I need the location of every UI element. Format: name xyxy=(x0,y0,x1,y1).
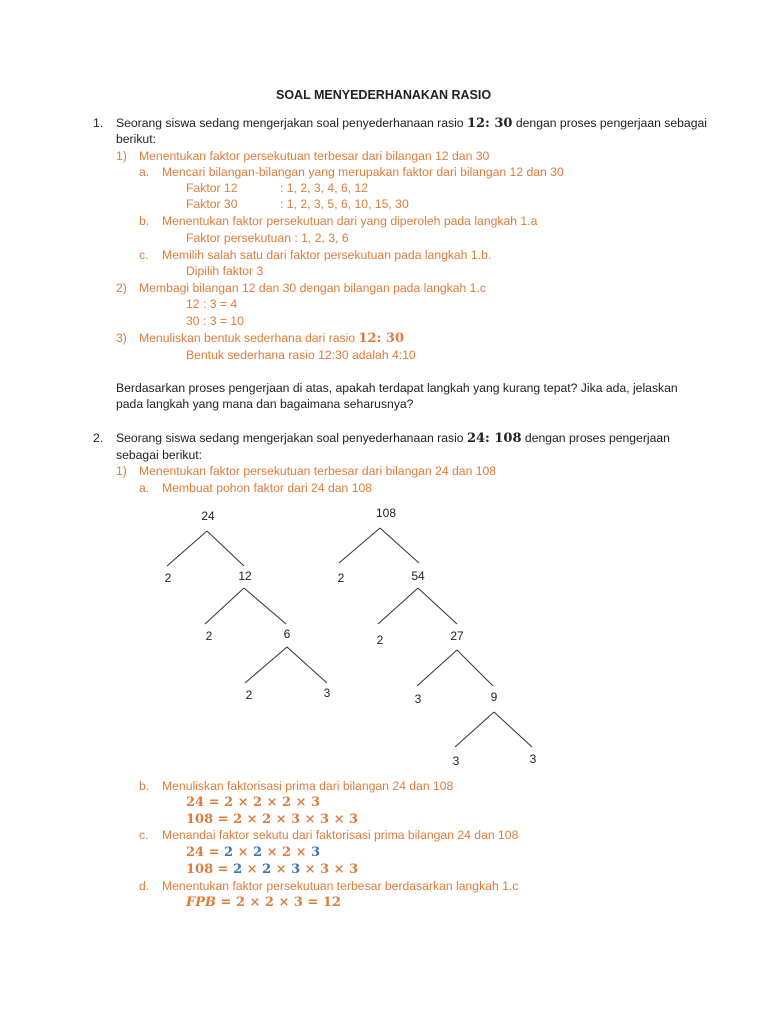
q1-intro-text-b: dengan proses pengerjaan sebagai xyxy=(515,116,707,130)
tree24-branch xyxy=(287,647,327,683)
tree108-branch xyxy=(378,588,418,624)
page-title: SOAL MENYEDERHANAKAN RASIO xyxy=(276,88,492,102)
tree24-node: 2 xyxy=(205,629,213,643)
q1-step2-text: Membagi bilangan 12 dan 30 dengan bilangan pada langkah 1.c xyxy=(139,281,486,295)
tree108-branch xyxy=(417,650,457,686)
q1-step1c-result: Dipilih faktor 3 xyxy=(186,264,264,278)
tree108-node: 2 xyxy=(337,571,345,585)
fpb-variable: FPB xyxy=(186,895,216,910)
q1-step2-result2: 30 : 3 = 10 xyxy=(186,314,244,328)
tree108-node: 27 xyxy=(450,629,464,643)
q1-factor30-value: : 1, 2, 3, 5, 6, 10, 15, 30 xyxy=(280,197,409,211)
tree24-node: 3 xyxy=(323,686,331,700)
tree108-branch xyxy=(418,588,457,624)
q1-step1-text: Menentukan faktor persekutuan terbesar dari bilangan 12 dan 30 xyxy=(139,149,490,163)
tree24-node: 2 xyxy=(164,571,172,585)
q1-step1a-text: Mencari bilangan-bilangan yang merupakan faktor dari bilangan 12 dan 30 xyxy=(162,165,564,179)
tree108-branch xyxy=(380,528,419,563)
eq-part: × xyxy=(271,862,292,877)
q2-step1c-eq2 xyxy=(186,862,358,877)
q1-factor12-value: : 1, 2, 3, 4, 6, 12 xyxy=(280,181,369,195)
eq-part: × xyxy=(242,862,263,877)
tree108-branch xyxy=(455,712,494,747)
q2-step1b-eq1: 24 = 2 × 2 × 2 × 3 xyxy=(186,795,321,810)
common-factor: 2 xyxy=(262,862,272,877)
q2-intro-text-b: dengan proses pengerjaan xyxy=(524,431,670,445)
q1-intro-text-a: Seorang siswa sedang mengerjakan soal penyederhanaan rasio xyxy=(116,116,464,130)
q1-question-line1: Berdasarkan proses pengerjaan di atas, apakah terdapat langkah yang kurang tepat? Jika ada, jelaskan xyxy=(116,381,678,395)
q1-step3-result: Bentuk sederhana rasio 12:30 adalah 4:10 xyxy=(186,348,416,362)
tree24-node: 6 xyxy=(283,627,291,641)
tree108-node: 3 xyxy=(452,754,460,768)
tree108-node: 54 xyxy=(411,569,425,583)
tree24-node: 2 xyxy=(245,688,253,702)
q2-step1a-letter: a. xyxy=(139,481,150,495)
common-factor: 3 xyxy=(311,845,321,860)
eq-part: 108 = xyxy=(186,862,234,877)
tree108-node: 3 xyxy=(529,752,537,766)
q2-step1d-text: Menentukan faktor persekutuan terbesar berdasarkan langkah 1.c xyxy=(162,879,519,893)
tree108-root: 108 xyxy=(375,506,397,520)
q2-step1b-eq2: 108 = 2 × 2 × 3 × 3 × 3 xyxy=(186,812,359,827)
common-factor: 3 xyxy=(291,862,301,877)
q1-factor12-label: Faktor 12 xyxy=(186,181,238,195)
q1-number: 1. xyxy=(93,116,104,130)
eq-part: = 2 × 2 × 3 = 12 xyxy=(216,895,342,910)
q2-intro-text-a: Seorang siswa sedang mengerjakan soal penyederhanaan rasio xyxy=(116,431,464,445)
eq-part: × xyxy=(233,845,254,860)
common-factor: 2 xyxy=(224,845,234,860)
eq-part: 24 = xyxy=(186,845,225,860)
q1-question-line2: pada langkah yang mana dan bagaimana seharusnya? xyxy=(116,397,414,411)
q2-step1c-eq1 xyxy=(186,845,320,860)
tree24-branch xyxy=(205,588,244,624)
q2-ratio: 24: 108 xyxy=(466,431,522,446)
q1-step1c-text: Memilih salah satu dari faktor persekutuan pada langkah 1.b. xyxy=(162,248,492,262)
tree108-node: 9 xyxy=(490,690,498,704)
q2-step1-number: 1) xyxy=(116,464,127,478)
tree24-node: 12 xyxy=(238,569,252,583)
q1-step2-result1: 12 : 3 = 4 xyxy=(186,297,238,311)
q1-step3-number: 3) xyxy=(116,331,127,345)
tree108-branch xyxy=(457,650,493,686)
tree108-branch xyxy=(494,712,532,747)
q1-step2-number: 2) xyxy=(116,281,127,295)
common-factor: 2 xyxy=(233,862,243,877)
q1-ratio: 12: 30 xyxy=(466,116,513,131)
q1-intro-cont: berikut: xyxy=(116,132,156,146)
q2-step1c-text: Menandai faktor sekutu dari faktorisasi prima bilangan 24 dan 108 xyxy=(162,828,519,842)
q2-step1b-text: Menuliskan faktorisasi prima dari bilangan 24 dan 108 xyxy=(162,779,454,793)
q1-step3-label: Menuliskan bentuk sederhana dari rasio xyxy=(139,331,356,345)
q1-step1b-result: Faktor persekutuan : 1, 2, 3, 6 xyxy=(186,231,349,245)
q2-step1d-eq xyxy=(186,895,341,910)
tree108-node: 2 xyxy=(376,633,384,647)
tree24-branch xyxy=(245,647,287,683)
q2-step1a-text: Membuat pohon faktor dari 24 dan 108 xyxy=(162,481,373,495)
q2-intro-cont: sebagai berikut: xyxy=(116,448,203,462)
q1-step1c-letter: c. xyxy=(139,248,149,262)
q1-step1b-letter: b. xyxy=(139,214,150,228)
tree24-root: 24 xyxy=(201,509,215,523)
q1-step1-number: 1) xyxy=(116,149,127,163)
q1-step1a-letter: a. xyxy=(139,165,150,179)
eq-part: × 2 × xyxy=(262,845,312,860)
eq-part: × 3 × 3 xyxy=(300,862,359,877)
tree108-node: 3 xyxy=(414,692,422,706)
q1-step3-ratio: 12: 30 xyxy=(358,331,405,346)
q2-step1d-letter: d. xyxy=(139,879,150,893)
q2-step1-text: Menentukan faktor persekutuan terbesar dari bilangan 24 dan 108 xyxy=(139,464,497,478)
tree24-branch xyxy=(244,588,286,624)
q1-factor30-label: Faktor 30 xyxy=(186,197,238,211)
q2-step1b-letter: b. xyxy=(139,779,150,793)
tree108-branch xyxy=(339,528,380,563)
q1-step1b-text: Menentukan faktor persekutuan dari yang diperoleh pada langkah 1.a xyxy=(162,214,538,228)
common-factor: 2 xyxy=(253,845,263,860)
tree24-branch xyxy=(167,531,207,566)
tree24-branch xyxy=(207,531,244,566)
q2-step1c-letter: c. xyxy=(139,828,149,842)
q2-number: 2. xyxy=(93,431,104,445)
